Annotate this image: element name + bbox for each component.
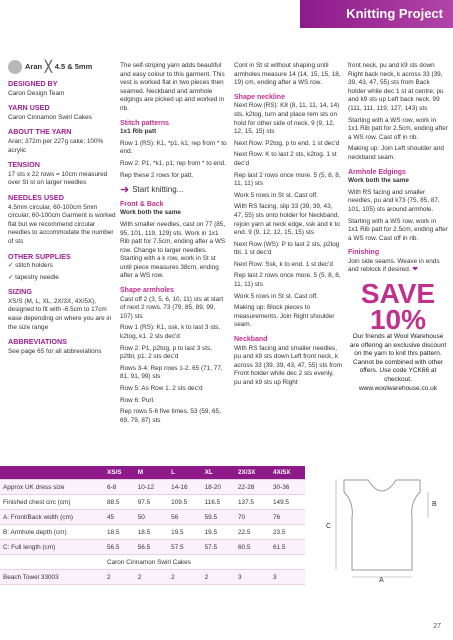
table-header-cell: XL xyxy=(202,466,235,480)
table-cell: Finished chest circ (cm) xyxy=(0,495,104,510)
table-cell: 56 xyxy=(168,510,201,525)
arrow-icon: ➜ xyxy=(120,184,130,197)
supply-item: ✓ tapestry needle xyxy=(8,273,59,281)
instruction: Cast off 2 (3, 5, 6, 10, 11) sts at start of next 2 rows. 73 (79, 85, 89, 99, 107) sts xyxy=(120,295,224,320)
designed-by-heading: DESIGNED BY xyxy=(8,79,58,88)
instruction: Next Row (WS): P to last 2 sts, p2tog tbl. 1 st dec'd xyxy=(234,240,340,257)
needle-size: 4.5 & 5mm xyxy=(54,61,93,71)
table-cell: 97.5 xyxy=(135,495,168,510)
instruction: Row 2: P1, p2tog, p to last 3 sts, p2tbl, p1. 2 sts dec'd xyxy=(120,344,213,361)
instruction: With RS facing, slip 33 (39, 39, 43, 47, 55) sts onto holder for Neckband, rejoin yarn at neck edge, ssk and k to end. 9 (9, 12, 12, 15, 15) sts xyxy=(234,203,340,237)
table-cell: 76 xyxy=(270,510,305,525)
yarn-ball-icon xyxy=(8,60,22,74)
shape-armholes-heading: Shape armholes xyxy=(120,287,175,295)
needles-heading: NEEDLES USED xyxy=(8,192,64,202)
pattern-column-1 xyxy=(120,62,228,428)
instruction: Cont in St st without shaping until armholes measure 14 (14, 15, 15, 18, 19) cm, ending after a WS row. xyxy=(234,62,341,87)
table-header-cell: M xyxy=(135,466,168,480)
table-header-cell: XS/S xyxy=(104,466,135,480)
table-cell: 18-20 xyxy=(202,480,235,495)
page-number: 27 xyxy=(433,623,441,630)
instruction: Next Row: Ssk, k to end. 1 st dec'd xyxy=(234,260,333,268)
designed-by: Caron Design Team xyxy=(8,89,65,97)
section-banner xyxy=(300,0,453,28)
table-cell: 2 xyxy=(168,570,201,585)
yarn-used: Caron Cinnamon Swirl Cakes xyxy=(8,113,92,121)
table-cell: 60.5 xyxy=(235,540,270,555)
save-offer-title: SAVE 10% xyxy=(360,278,436,336)
instruction: Rep rows 5-6 five times. 53 (59, 65, 69, 79, 87) sts xyxy=(120,408,221,424)
table-cell: 3 xyxy=(270,570,305,585)
table-header-cell: 2X/3X xyxy=(235,466,270,480)
table-cell: 88.5 xyxy=(104,495,135,510)
table-cell: 3 xyxy=(235,570,270,585)
table-cell: 10-12 xyxy=(135,480,168,495)
table-cell: 23.5 xyxy=(270,525,305,540)
table-row xyxy=(0,480,305,495)
rib-heading: 1x1 Rib patt xyxy=(120,128,157,136)
table-cell: 18.5 xyxy=(104,525,135,540)
instruction: Work 5 rows in St st. Cast off. xyxy=(234,191,318,199)
neckband-heading: Neckband xyxy=(234,336,268,344)
instruction: Rep last 2 rows once more. 5 (5, 8, 8, 11, 11) sts xyxy=(234,171,341,188)
intro: The self-striping yarn adds beautiful and easy colour to this garment. This vest is worked flat in two pieces then seamed. Neckband and armhole edgings are picked up and worked in rib. xyxy=(120,62,225,112)
table-cell: 137.5 xyxy=(235,495,270,510)
heart-icon: ❤ xyxy=(412,266,418,274)
check-icon: ✓ xyxy=(8,262,16,270)
table-row xyxy=(0,495,305,510)
sizing-heading: SIZING xyxy=(8,287,32,297)
table-cell: 45 xyxy=(104,510,135,525)
table-cell: 56.5 xyxy=(104,540,135,555)
instruction: Rows 3-4: Rep rows 1-2. 65 (71, 77, 81, 91, 99) sts xyxy=(120,364,223,381)
table-cell: B: Armhole depth (cm) xyxy=(0,525,104,540)
stitch-patterns-heading: Stitch patterns xyxy=(120,119,170,127)
yarn-weight: Aran xyxy=(25,61,43,71)
table-row xyxy=(0,540,305,555)
instruction: Next Row (RS): K8 (8, 11, 11, 14, 14) sts, k2tog, turn and place rem sts on hold for other side of neck. 9 (9, 12, 12, 15, 15) sts xyxy=(234,102,340,136)
instruction: Rep last 2 rows once more. 5 (5, 8, 8, 11, 11) sts xyxy=(234,272,341,289)
label-a: A xyxy=(379,577,384,582)
table-cell: 149.5 xyxy=(270,495,305,510)
front-back-heading: Front & Back xyxy=(120,200,164,208)
instruction: Making up: Join Left shoulder and neckband seam. xyxy=(348,145,444,161)
instruction: Next Row: P2tog, p to end. 1 st dec'd xyxy=(234,139,340,147)
table-row xyxy=(0,510,305,525)
start-knitting: ➜ Start knitting... xyxy=(120,184,184,197)
supply-item: ✓ stitch holders xyxy=(8,262,53,270)
work-both-heading: Work both the same xyxy=(348,177,409,185)
table-cell: Beach Towel 33003 xyxy=(0,570,104,585)
instruction: Rep these 2 rows for patt. xyxy=(120,171,194,179)
table-cell: 2 xyxy=(104,570,135,585)
table-cell: 6-8 xyxy=(104,480,135,495)
table-header-cell xyxy=(0,466,104,480)
table-header-cell: L xyxy=(168,466,201,480)
instruction: Starting with a WS row, work in 1x1 Rib patt for 2.5cm, ending after a WS row. Cast off in rib. xyxy=(348,217,448,242)
table-cell: C: Full length (cm) xyxy=(0,540,104,555)
needles-icon: ╳ xyxy=(45,60,52,73)
table-row xyxy=(0,525,305,540)
about-yarn-heading: ABOUT THE YARN xyxy=(8,127,72,137)
table-cell: 109.5 xyxy=(168,495,201,510)
table-cell: 19.5 xyxy=(202,525,235,540)
table-cell: 116.5 xyxy=(202,495,235,510)
offer-text: Our friends at Wool Warehouse are offering an exclusive discount on the yarn to knit this pattern. Cannot be combined with other offers. Use code YCK66 at checkout. www.woolwarehouse.co.uk xyxy=(349,333,447,392)
instruction: Next Row: K to last 2 sts, k2tog. 1 st dec'd xyxy=(234,151,337,167)
table-cell: 70 xyxy=(235,510,270,525)
instruction: Row 5: As Row 1. 2 sts dec'd xyxy=(120,385,203,392)
sizing: XS/S (M, L, XL, 2X/3X, 4X/5X), designed to fit with -6.5cm to 17cm ease depending on where you are in the size range xyxy=(8,297,112,331)
table-cell: 2 xyxy=(135,570,168,585)
table-cell: 18.5 xyxy=(135,525,168,540)
table-cell: A: Front/Back width (cm) xyxy=(0,510,104,525)
finishing-heading: Finishing xyxy=(348,249,380,257)
info-column xyxy=(8,62,116,359)
table-cell: 30-36 xyxy=(270,480,305,495)
other-supplies-heading: OTHER SUPPLIES xyxy=(8,251,71,261)
instruction: Making up: Block pieces to measurements. Join Right shoulder seam. xyxy=(234,304,335,329)
table-cell: 61.5 xyxy=(270,540,305,555)
instruction: Row 1 (RS): K1, ssk, k to last 3 sts, k2tog, k1. 2 sts dec'd xyxy=(120,324,221,341)
table-cell: 57.5 xyxy=(202,540,235,555)
instruction: front neck, pu and k9 sts down Right back neck, k across 33 (39, 39, 43, 47, 55) sts from Back holder while dec 1 st at centre, pu and k9 sts up Left back neck. 99 (111, 111, 119, 127, 143) sts xyxy=(348,62,444,112)
table-row xyxy=(0,555,305,570)
instruction: With RS facing and smaller needles, pu and k73 (75, 85, 87, 101, 105) sts around armhole. xyxy=(348,188,440,213)
abbreviations-heading: ABBREVIATIONS xyxy=(8,337,67,347)
pattern-column-2 xyxy=(234,62,342,391)
pattern-column-3 xyxy=(348,62,448,393)
needles: 4.5mm circular, 60-100cm 5mm circular, 60-100cm Garment is worked flat but we recommend circular needles to accommodate the number of sts xyxy=(8,203,116,245)
table-cell: Approx UK dress size xyxy=(0,480,104,495)
instruction: With smaller needles, cast on 77 (85, 95, 101, 119, 129) sts. Work in 1x1 Rib patt for 7.5cm, ending after a WS row. Change to larger needles. Starting with a k row, work in St st until piece measures 38cm, ending after a WS row. xyxy=(120,220,226,280)
check-icon: ✓ xyxy=(8,273,16,281)
tension: 17 sts x 22 rows = 10cm measured over St st on larger needles xyxy=(8,170,108,187)
size-table xyxy=(0,466,320,585)
table-header-cell: 4X/5X xyxy=(270,466,305,480)
banner-title: Knitting Project xyxy=(346,6,443,21)
instruction: With RS facing and smaller needles, pu and k9 sts down Left front neck, k across 33 (39, 39, 43, 47, 55) sts from Front holder while dec 2 sts evenly, pu and k9 sts up Right xyxy=(234,344,342,386)
table-cell: 14-16 xyxy=(168,480,201,495)
table-cell: 50 xyxy=(135,510,168,525)
abbreviations: See page 65 for all abbreviations xyxy=(8,347,102,355)
table-cell: 57.5 xyxy=(168,540,201,555)
work-both-heading: Work both the same xyxy=(120,209,181,217)
table-cell: 59.5 xyxy=(202,510,235,525)
label-c: C xyxy=(326,523,332,530)
yarn-caption: Caron Cinnamon Swirl Cakes xyxy=(104,555,305,570)
yarn-weight-row xyxy=(8,60,116,74)
instruction: Row 1 (RS): K1, *p1, k1; rep from * to end. xyxy=(120,139,227,156)
table-cell: 19.5 xyxy=(168,525,201,540)
armhole-edgings-heading: Armhole Edgings xyxy=(348,168,406,176)
table-cell: 22-28 xyxy=(235,480,270,495)
table-cell: 22.5 xyxy=(235,525,270,540)
table-cell: 56.5 xyxy=(135,540,168,555)
label-b: B xyxy=(432,501,437,508)
shape-neckline-heading: Shape neckline xyxy=(234,93,285,101)
instruction: Row 6: Purl. xyxy=(120,396,155,404)
tension-heading: TENSION xyxy=(8,160,40,170)
instruction: Row 2: P1, *k1, p1; rep from * to end. xyxy=(120,159,226,167)
instruction: Starting with a WS row, work in 1x1 Rib patt for 2.5cm, ending after a WS row. Cast off in rib. xyxy=(348,116,448,141)
instruction: Work 5 rows in St st. Cast off. xyxy=(234,292,318,300)
about-yarn: Aran; 372m per 227g cake; 100% acrylic xyxy=(8,137,104,154)
table-row xyxy=(0,570,305,585)
vest-schematic xyxy=(322,472,442,582)
yarn-used-heading: YARN USED xyxy=(8,103,50,113)
instruction: Join side seams. Weave in ends and reblock if desired. ❤ xyxy=(348,257,440,274)
table-cell: 2 xyxy=(202,570,235,585)
